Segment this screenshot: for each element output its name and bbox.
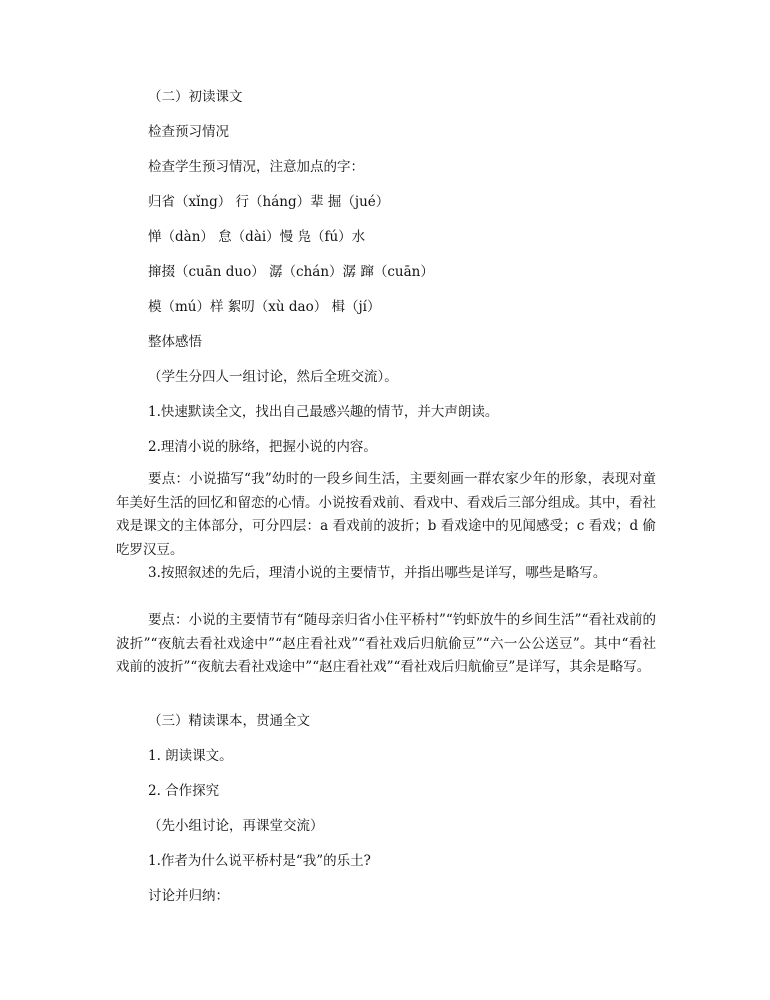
key-point-structure: 要点：小说描写“我”幼时的一段乡间生活，主要刻画一群农家少年的形象，表现对童年美好生活的回忆和留恋的心情。小说按看戏前、看戏中、看戏后三部分组成。其中，看社戏是课文的主体部分，可分四层：a 看戏前的波折；b 看戏途中的见闻感受；c 看戏；d 偷吃罗汉豆。 — [116, 471, 656, 558]
group-discussion-note: （学生分四人一组讨论，然后全班交流）。 — [148, 369, 398, 385]
step-cooperative-inquiry: 2. 合作探究 — [148, 783, 220, 799]
heading-overall-perception: 整体感悟 — [148, 334, 202, 350]
vocab-line-3: 撺掇（cuān duo） 潺（chán）潺 蹿（cuān） — [148, 264, 434, 280]
key-point-plot: 要点：小说的主要情节有“随母亲归省小住平桥村”“钓虾放牛的乡间生活”“看社戏前的波折”“夜航去看社戏途中”“赵庄看社戏”“看社戏后归航偷豆”“六一公公送豆”。其中“看社戏前的波折”“夜航去看社戏途中”“赵庄看社戏”“看社戏后归航偷豆”是详写，其余是略写。 — [116, 612, 656, 675]
vocab-line-4: 模（mú）样 絮叨（xù dao） 楫（jí） — [148, 299, 381, 315]
section-title-close-reading: （三）精读课本，贯通全文 — [148, 713, 310, 729]
heading-check-preview: 检查预习情况 — [148, 124, 229, 140]
vocab-line-1: 归省（xǐng） 行（háng）辈 掘（jué） — [148, 194, 390, 210]
section-title-initial-reading: （二）初读课文 — [148, 89, 243, 105]
task-2: 2.理清小说的脉络，把握小说的内容。 — [148, 439, 377, 455]
discuss-and-summarize: 讨论并归纳： — [148, 888, 229, 904]
question-paradise: 1.作者为什么说平桥村是“我”的乐土? — [148, 853, 371, 869]
group-discussion-note-2: （先小组讨论，再课堂交流） — [148, 818, 324, 834]
vocab-line-2: 惮（dàn） 怠（dài）慢 凫（fú）水 — [148, 229, 366, 245]
step-read-aloud: 1. 朗读课文。 — [148, 748, 233, 764]
task-3: 3.按照叙述的先后，理清小说的主要情节，并指出哪些是详写，哪些是略写。 — [148, 565, 607, 581]
task-1: 1.快速默读全文，找出自己最感兴趣的情节，并大声朗读。 — [148, 404, 499, 420]
instruction-check-words: 检查学生预习情况，注意加点的字： — [148, 159, 364, 175]
